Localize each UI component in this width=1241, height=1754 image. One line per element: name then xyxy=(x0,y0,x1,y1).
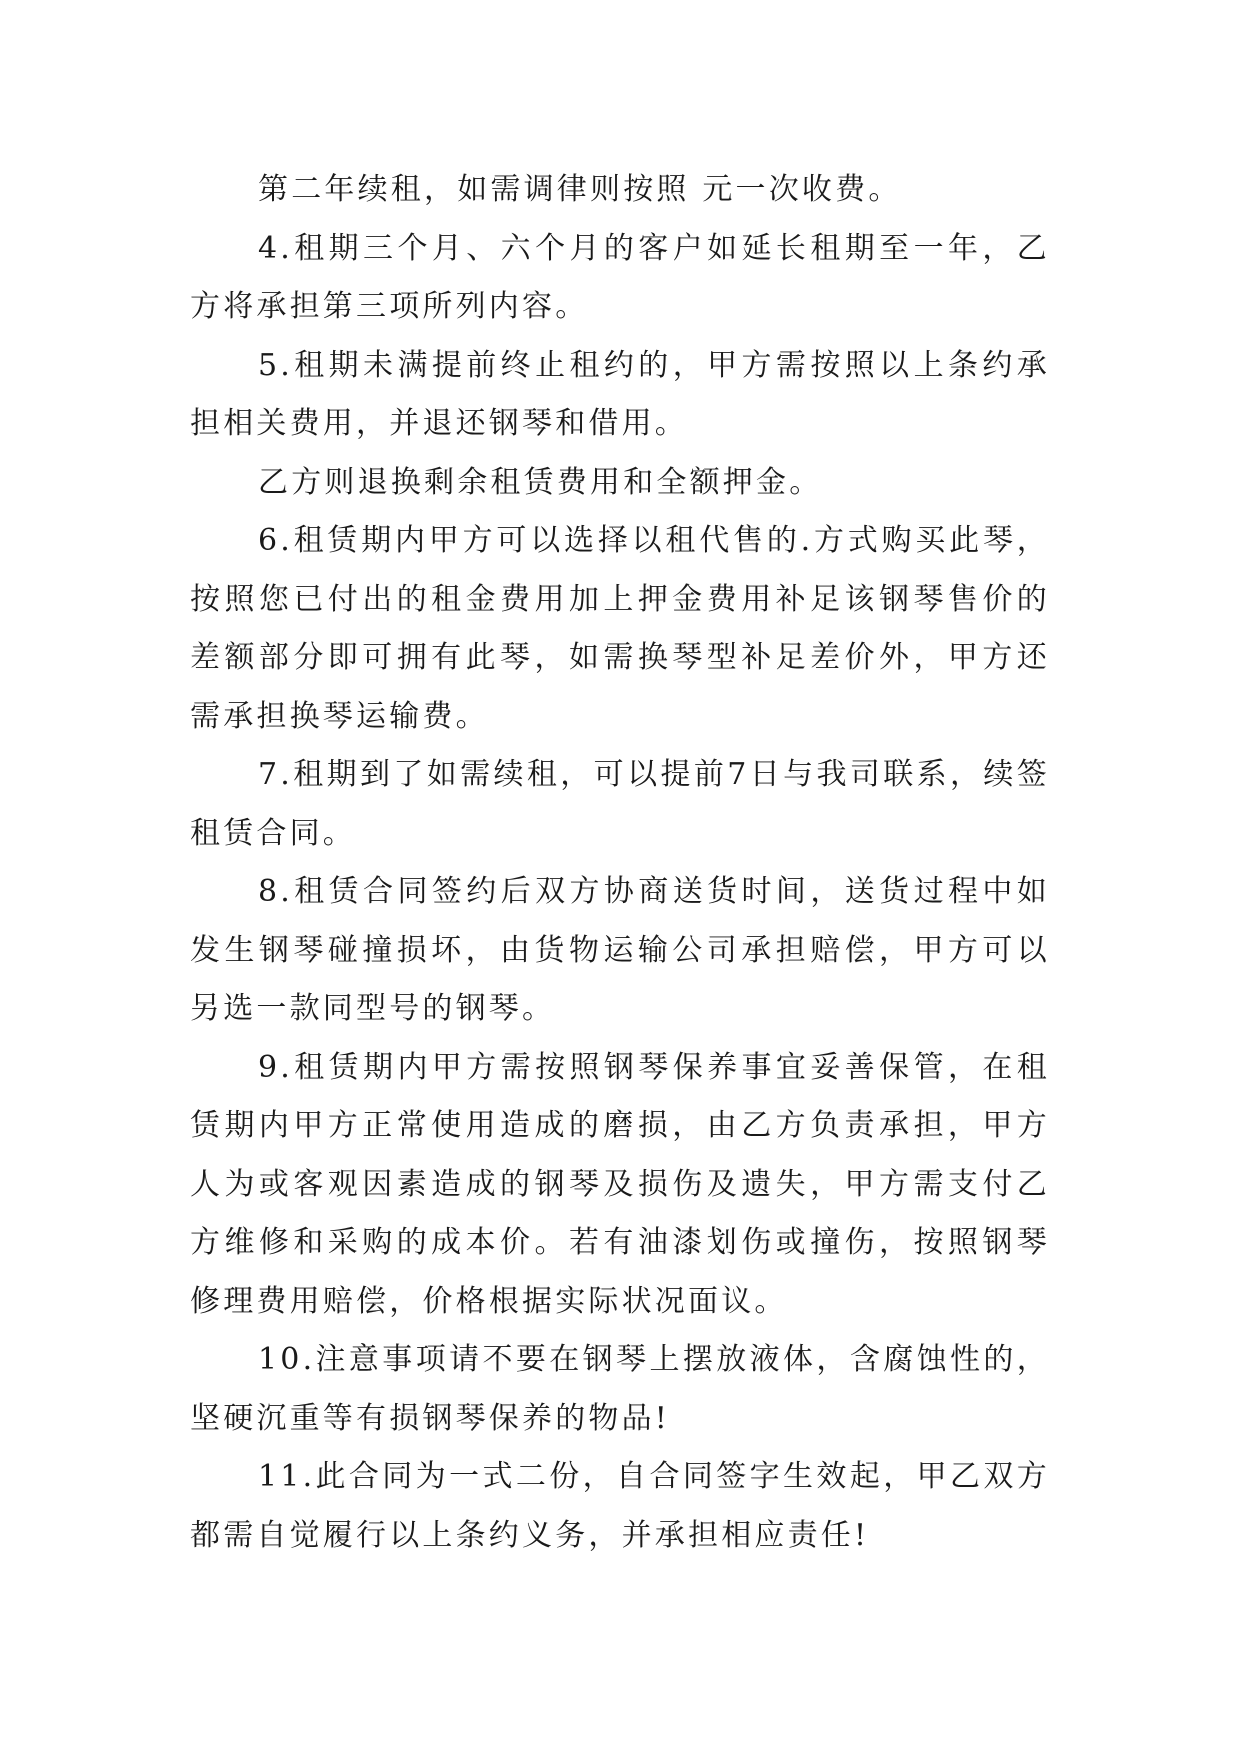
paragraph-clause-5: 5.租期未满提前终止租约的，甲方需按照以上条约承担相关费用，并退还钢琴和借用。 xyxy=(190,347,1050,441)
paragraph-clause-7: 7.租期到了如需续租，可以提前7日与我司联系，续签租赁合同。 xyxy=(190,757,1050,851)
paragraph-clause-9: 9.租赁期内甲方需按照钢琴保养事宜妥善保管，在租赁期内甲方正常使用造成的磨损，由乙方负责承担，甲方人为或客观因素造成的钢琴及损伤及遗失，甲方需支付乙方维修和采购的成本价。若有油漆划伤或撞伤，按照钢琴修理费用赔偿，价格根据实际状况面议。 xyxy=(190,1049,1050,1319)
paragraph-clause-10: 10.注意事项请不要在钢琴上摆放液体，含腐蚀性的，坚硬沉重等有损钢琴保养的物品! xyxy=(190,1342,1050,1436)
paragraph-clause-8: 8.租赁合同签约后双方协商送货时间，送货过程中如发生钢琴碰撞损坏，由货物运输公司承担赔偿，甲方可以另选一款同型号的钢琴。 xyxy=(190,874,1050,1026)
paragraph-clause-11: 11.此合同为一式二份，自合同签字生效起，甲乙双方都需自觉履行以上条约义务，并承担相应责任! xyxy=(190,1459,1050,1553)
document-body xyxy=(190,161,1050,1565)
paragraph-clause-4: 4.租期三个月、六个月的客户如延长租期至一年，乙方将承担第三项所列内容。 xyxy=(190,230,1050,324)
paragraph-clause-5-refund: 乙方则退换剩余租赁费用和全额押金。 xyxy=(258,464,823,500)
paragraph-clause-6: 6.租赁期内甲方可以选择以租代售的.方式购买此琴，按照您已付出的租金费用加上押金费用补足该钢琴售价的差额部分即可拥有此琴，如需换琴型补足差价外，甲方还需承担换琴运输费。 xyxy=(190,523,1050,734)
paragraph-renewal-tuning: 第二年续租，如需调律则按照 元一次收费。 xyxy=(258,172,902,207)
